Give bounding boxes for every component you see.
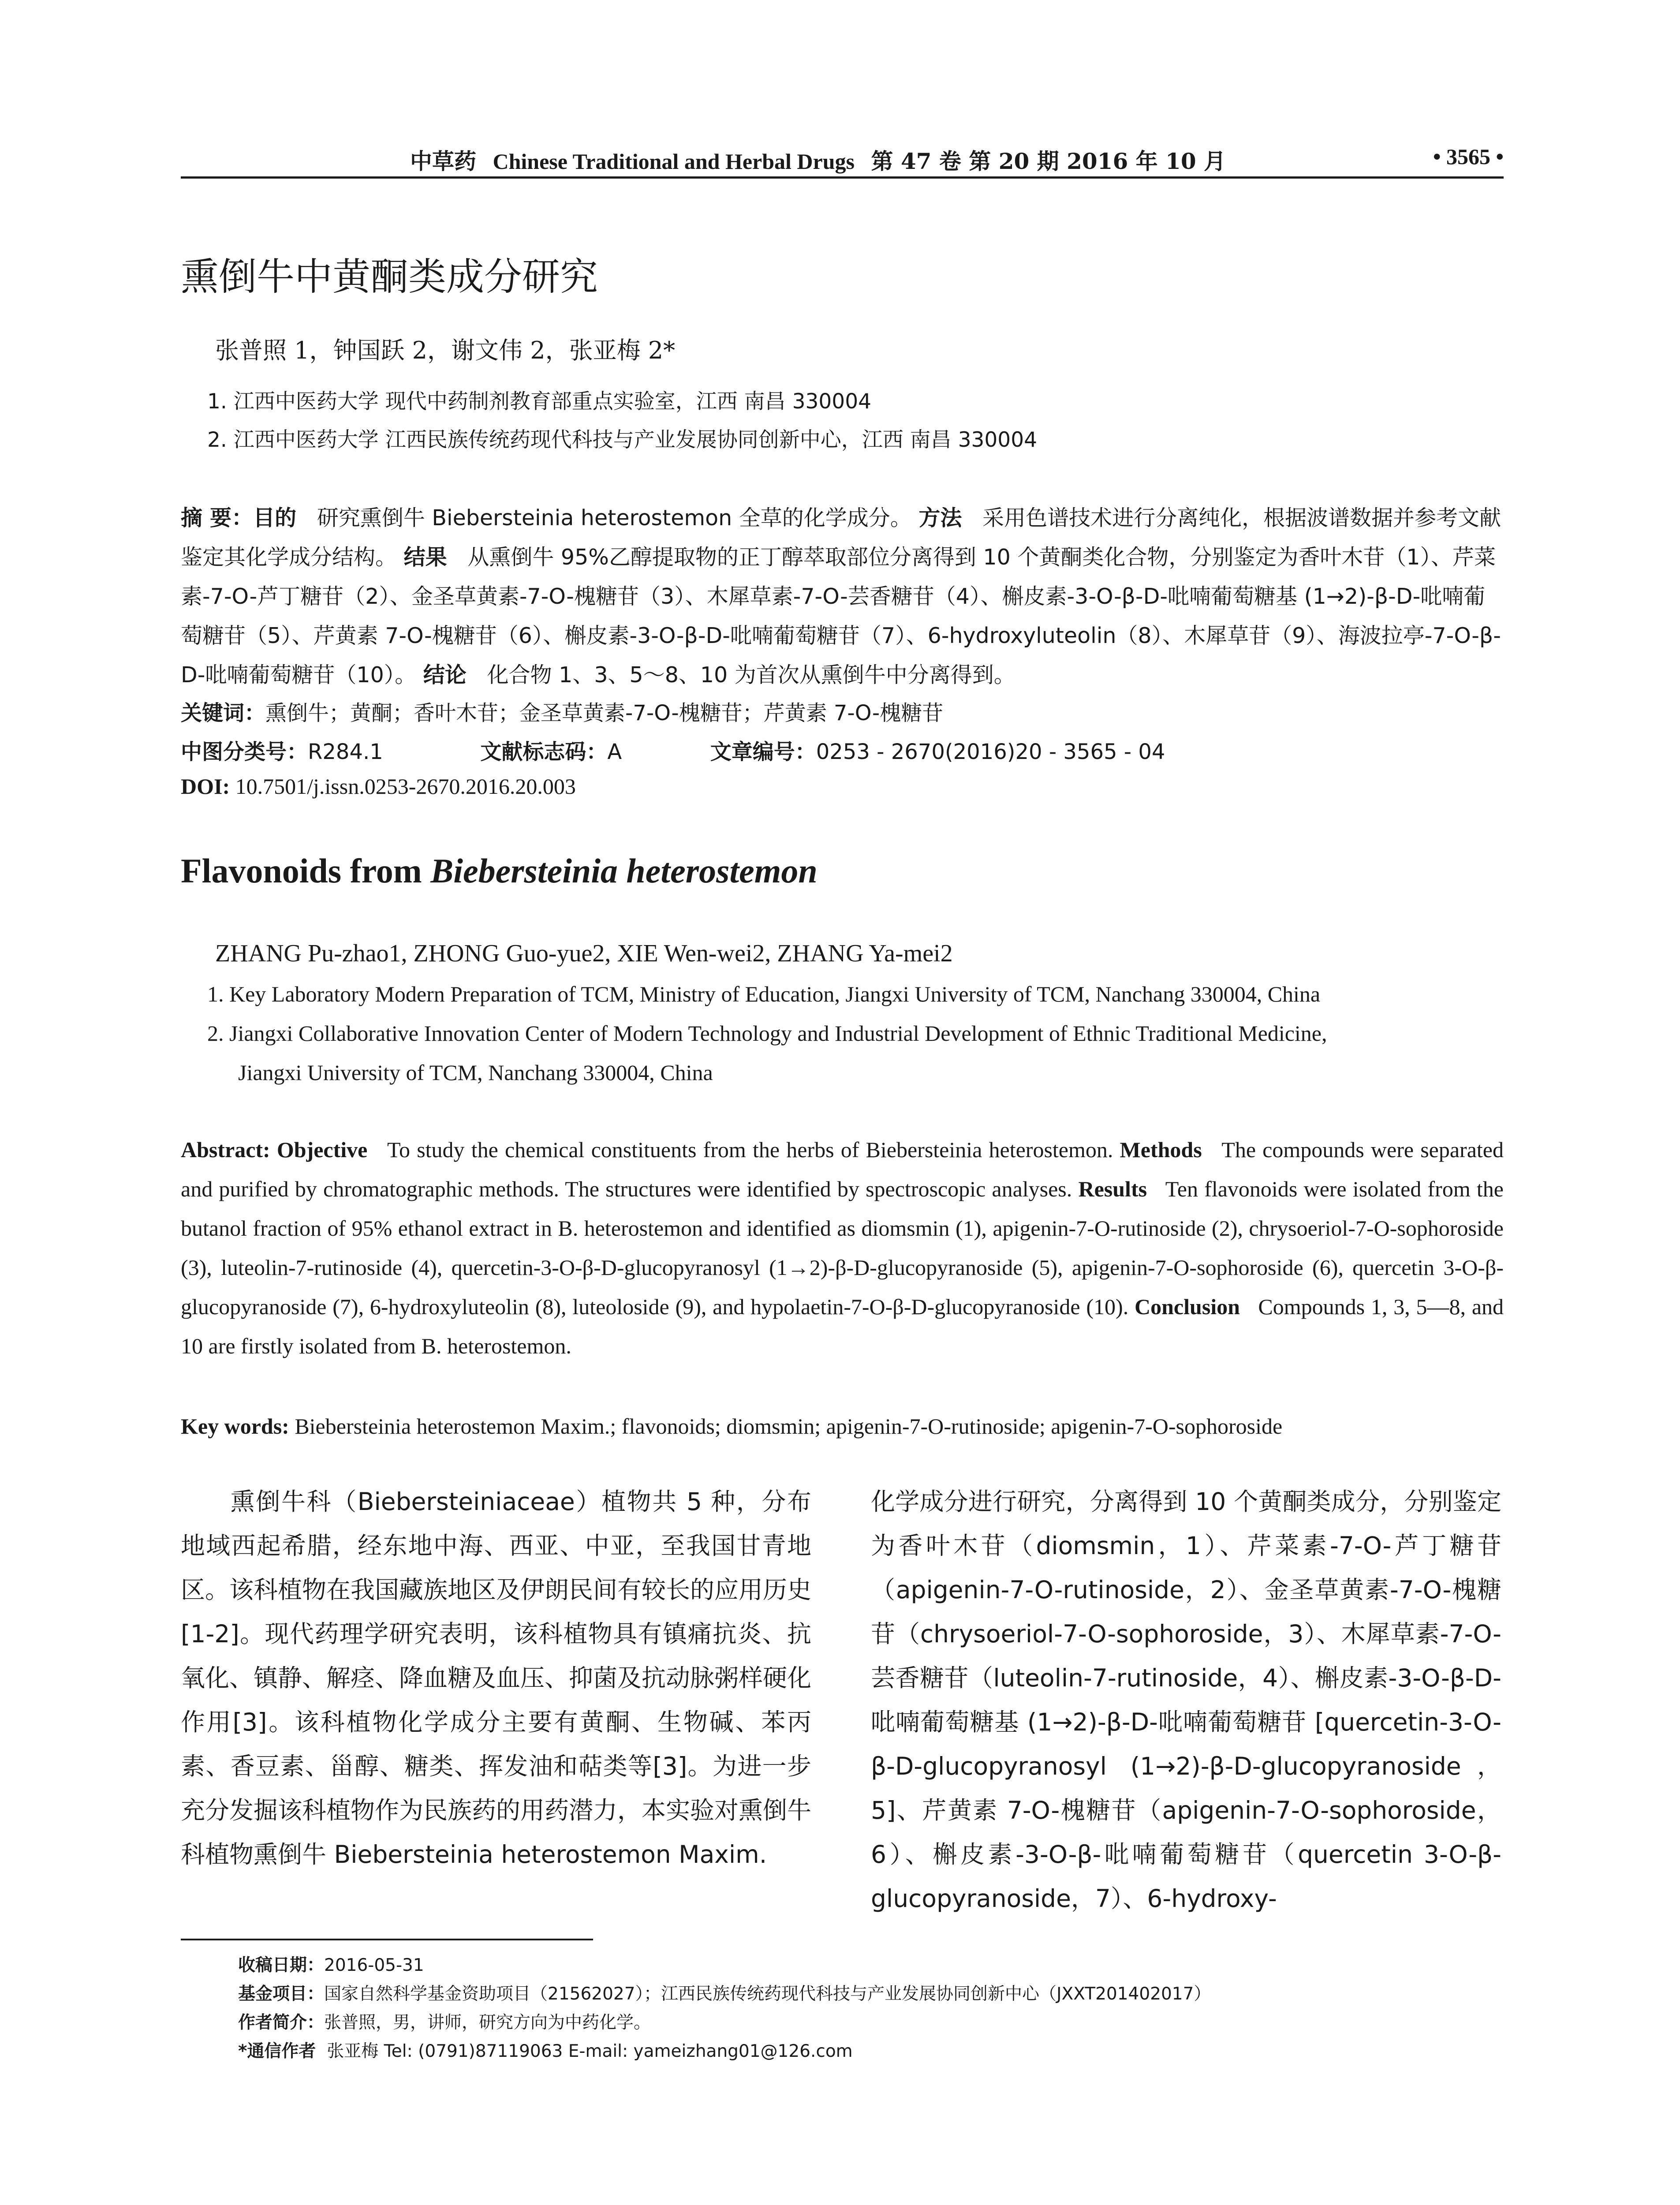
title-cn: 熏倒牛中黄酮类成分研究: [181, 255, 598, 299]
abstract-cn-conclusion-label: 结论: [423, 662, 467, 688]
fund-text: 国家自然科学基金资助项目（21562027）；江西民族传统药现代科技与产业发展协同创新中心（JXXT201402017）: [324, 1984, 1211, 2004]
affiliation-en-2-cont: Jiangxi University of TCM, Nanchang 330004, China: [238, 1060, 713, 1085]
doc-code-value: A: [607, 740, 622, 764]
keywords-cn: [181, 696, 943, 726]
authors-en: ZHANG Pu-zhao1, ZHONG Guo-yue2, XIE Wen-wei2, ZHANG Ya-mei2: [215, 940, 953, 967]
abstract-en-label: Abstract:: [181, 1137, 270, 1162]
received-date: 2016-05-31: [324, 1955, 424, 1975]
footnote-author: [238, 2009, 651, 2033]
abstract-en-result: Ten flavonoids were isolated from the butanol fraction of 95% ethanol extract in B. heterostemon and identified as diomsmin (1), apigenin-7-O-rutinoside (2), chrysoeriol-7-O-sophoroside (3), luteolin-7-rutinoside (4), quercetin-3-O-β-D-glucopyranosyl (1→2)-β-D-glucopyranoside (5), apigenin-7-O-sophoroside (6), quercetin 3-O-β-glucopyranoside (7), 6-hydroxyluteolin (8), luteoloside (9), and hypolaetin-7-O-β-D-glucopyranoside (10).: [181, 1177, 1504, 1319]
keywords-cn-label: 关键词：: [181, 701, 266, 725]
title-en: [181, 851, 818, 891]
article-number-label: 文章编号：: [710, 740, 816, 764]
doi-label: DOI:: [181, 774, 230, 799]
footnote-rule: [181, 1939, 593, 1940]
keywords-en-text: Biebersteinia heterostemon Maxim.; flavonoids; diomsmin; apigenin-7-O-rutinoside; apigenin-7-O-sophoroside: [295, 1414, 1283, 1439]
journal-name-en: Chinese Traditional and Herbal Drugs: [493, 149, 855, 174]
doi-value: 10.7501/j.issn.0253-2670.2016.20.003: [235, 774, 576, 799]
clc-label: 中图分类号：: [181, 740, 308, 764]
header-rule: [181, 176, 1504, 179]
received-label: 收稿日期：: [238, 1955, 325, 1975]
corresponding-label: *通信作者: [238, 2041, 316, 2061]
journal-header: [410, 144, 1226, 176]
fund-label: 基金项目：: [238, 1984, 325, 2004]
affiliation-cn-2: 2. 江西中医药大学 江西民族传统药现代科技与产业发展协同创新中心，江西 南昌 330004: [207, 428, 1038, 452]
body-column-right: [871, 1480, 1501, 1921]
journal-name-cn: 中草药: [410, 148, 476, 174]
authors-cn: 张普照 1，钟国跃 2，谢文伟 2，张亚梅 2*: [215, 336, 676, 364]
keywords-en: [181, 1413, 1504, 1439]
affiliation-cn-1: 1. 江西中医药大学 现代中药制剂教育部重点实验室，江西 南昌 330004: [207, 389, 872, 414]
classification-line: [181, 735, 1165, 765]
page-number: • 3565 •: [1433, 144, 1504, 169]
keywords-cn-text: 熏倒牛；黄酮；香叶木苷；金圣草黄素-7-O-槐糖苷；芹黄素 7-O-槐糖苷: [265, 701, 944, 725]
abstract-cn-objective: 研究熏倒牛 Biebersteinia heterostemon 全草的化学成分。: [317, 505, 912, 531]
article-number-value: 0253 - 2670(2016)20 - 3565 - 04: [816, 740, 1165, 764]
abstract-en-conclusion: Compounds 1, 3, 5—8, and 10 are firstly isolated from B. heterostemon.: [181, 1294, 1504, 1358]
affiliation-en-1: 1. Key Laboratory Modern Preparation of TCM, Ministry of Education, Jiangxi University of TCM, Nanchang 330004, China: [207, 982, 1321, 1006]
title-en-plain: Flavonoids from: [181, 852, 431, 890]
abstract-en-method-label: Methods: [1120, 1137, 1202, 1162]
keywords-en-label: Key words:: [181, 1414, 289, 1439]
doi-line: [181, 774, 576, 799]
abstract-cn: [181, 498, 1504, 695]
doc-code-label: 文献标志码：: [480, 740, 608, 764]
corresponding-contact: 张亚梅 Tel: (0791)87119063 E-mail: yameizhang01@126.com: [327, 2041, 853, 2061]
affiliation-en-2: 2. Jiangxi Collaborative Innovation Center of Modern Technology and Industrial Development of Ethnic Traditional Medicine,: [207, 1021, 1327, 1046]
author-bio-label: 作者简介：: [238, 2013, 325, 2033]
abstract-en-conclusion-label: Conclusion: [1135, 1294, 1240, 1319]
body-left-text: 熏倒牛科（Biebersteiniaceae）植物共 5 种，分布地域西起希腊，经东地中海、西亚、中亚，至我国甘青地区。该科植物在我国藏族地区及伊朗民间有较长的应用历史[1-2]。现代药理学研究表明，该科植物具有镇痛抗炎、抗氧化、镇静、解痉、降血糖及血压、抑菌及抗动脉粥样硬化作用[3]。该科植物化学成分主要有黄酮、生物碱、苯丙素、香豆素、甾醇、糖类、挥发油和萜类等[3]。为进一步充分发掘该科植物作为民族药的用药潜力，本实验对熏倒牛科植物熏倒牛 Biebersteinia heterostemon Maxim.: [181, 1487, 812, 1869]
abstract-en-objective-label: Objective: [276, 1137, 368, 1162]
abstract-en: [181, 1130, 1504, 1366]
footnote-fund: [238, 1980, 1211, 2005]
abstract-cn-result: 从熏倒牛 95%乙醇提取物的正丁醇萃取部位分离得到 10 个黄酮类化合物，分别鉴定为香叶木苷（1）、芹菜素-7-O-芦丁糖苷（2）、金圣草黄素-7-O-槐糖苷（3）、木犀草素-7-O-芸香糖苷（4）、槲皮素-3-O-β-D-吡喃葡萄糖基 (1→2)-β-D-吡喃葡萄糖苷（5）、芹黄素 7-O-槐糖苷（6）、槲皮素-3-O-β-D-吡喃葡萄糖苷（7）、6-hydroxyluteolin（8）、木犀草苷（9）、海波拉亭-7-O-β-D-吡喃葡萄糖苷（10）。: [181, 545, 1501, 688]
body-column-left: [181, 1480, 811, 1876]
body-right-text: 化学成分进行研究，分离得到 10 个黄酮类成分，分别鉴定为香叶木苷（diomsmin，1）、芹菜素-7-O-芦丁糖苷（apigenin-7-O-rutinoside，2）、金圣草黄素-7-O-槐糖苷（chrysoeriol-7-O-sophoroside，3）、木犀草素-7-O-芸香糖苷（luteolin-7-rutinoside，4）、槲皮素-3-O-β-D-吡喃葡萄糖基 (1→2)-β-D-吡喃葡萄糖苷 [quercetin-3-O-β-D-glucopyranosyl (1→2)-β-D-glucopyranoside，5]、芹黄素 7-O-槐糖苷（apigenin-7-O-sophoroside，6）、槲皮素-3-O-β-吡喃葡萄糖苷（quercetin 3-O-β-glucopyranoside，7）、6-hydroxy-: [871, 1487, 1501, 1913]
abstract-cn-label: 摘 要：: [181, 505, 254, 531]
abstract-en-result-label: Results: [1078, 1177, 1147, 1201]
footnote-received: [238, 1951, 424, 1976]
clc-value: R284.1: [308, 740, 383, 764]
abstract-en-objective: To study the chemical constituents from the herbs of Biebersteinia heterostemon.: [387, 1137, 1113, 1162]
author-bio: 张普照，男，讲师，研究方向为中药化学。: [324, 2013, 651, 2033]
abstract-cn-method-label: 方法: [918, 505, 962, 531]
abstract-en-method: The compounds were separated and purified by chromatographic methods. The structures were identified by spectroscopic analyses.: [181, 1137, 1504, 1201]
abstract-cn-result-label: 结果: [403, 545, 447, 570]
running-header: [181, 140, 1504, 180]
abstract-cn-objective-label: 目的: [253, 505, 297, 531]
footnote-corresponding: [238, 2037, 853, 2062]
abstract-cn-method: 采用色谱技术进行分离纯化，根据波谱数据并参考文献鉴定其化学成分结构。: [181, 505, 1501, 570]
issue-info: 第 47 卷 第 20 期 2016 年 10 月: [871, 148, 1226, 174]
abstract-cn-conclusion: 化合物 1、3、5～8、10 为首次从熏倒牛中分离得到。: [487, 662, 1015, 688]
title-en-species: Biebersteinia heterostemon: [430, 852, 818, 890]
